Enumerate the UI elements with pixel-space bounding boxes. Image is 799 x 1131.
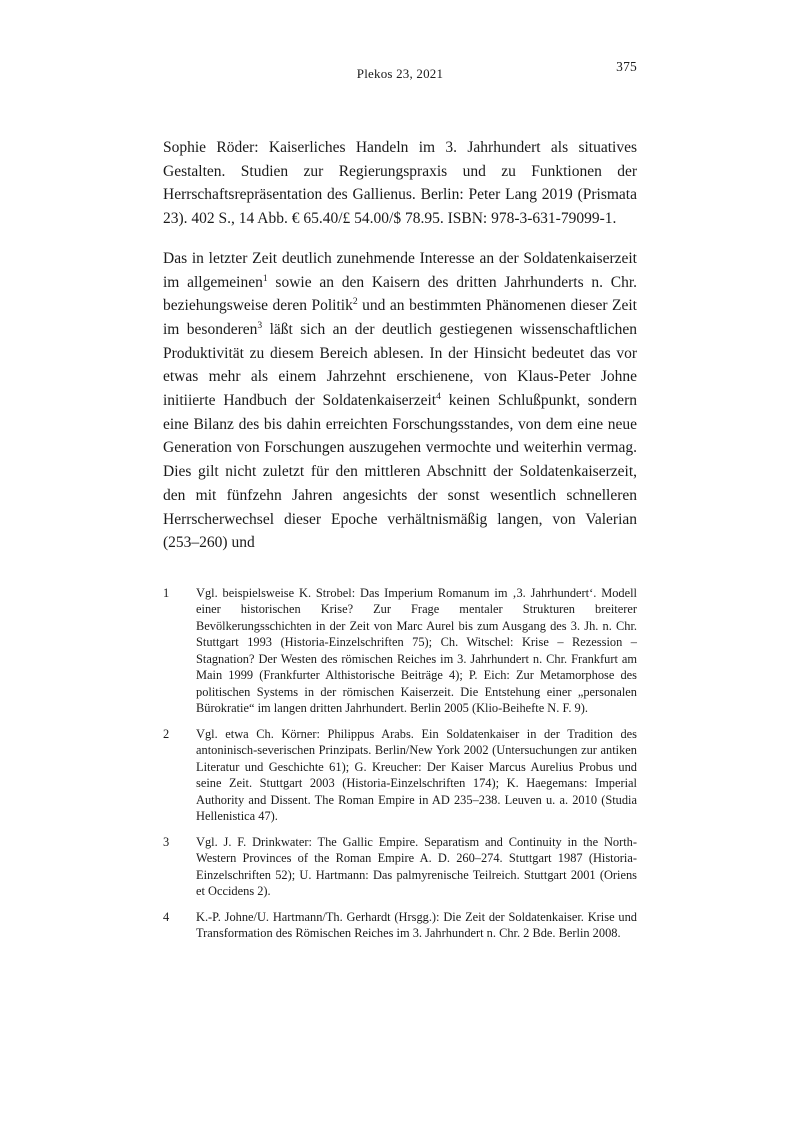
footnote-text: K.-P. Johne/U. Hartmann/Th. Gerhardt (Hrsgg.): Die Zeit der Soldatenkaiser. Krise und Transformation des Römischen Reiches im 3. Jahrhundert n. Chr. 2 Bde. Berlin 2008. bbox=[196, 909, 637, 941]
body-text-segment: keinen Schlußpunkt, sondern eine Bilanz des bis dahin erreichten Forschungsstandes, von dem eine neue Generation von Forschungen auszugehen vermochte und weiterhin vermag. Dies gilt nicht zuletzt für den mittleren Abschnitt der Soldatenkaiserzeit, den mit fünfzehn Jahren angesichts der sonst wesentlich schnelleren Herrscherwechsel dieser Epoche verhältnismäßig langen, von Valerian (253–260) und bbox=[163, 392, 637, 552]
footnote-ref-2: 2 bbox=[352, 296, 358, 308]
footnote-number: 2 bbox=[163, 726, 170, 741]
running-head-journal: Plekos 23, 2021 bbox=[356, 66, 444, 81]
footnote-item bbox=[163, 726, 637, 825]
footnote-item bbox=[163, 834, 637, 900]
body-text-segment: sowie an den Kaisern des dritten Jahrhunderts n. Chr. beziehungsweise deren Politik bbox=[163, 273, 637, 315]
footnote-ref-1: 1 bbox=[262, 272, 268, 284]
footnote-item bbox=[163, 585, 637, 717]
review-paragraph bbox=[163, 247, 637, 555]
footnote-text: Vgl. beispielsweise K. Strobel: Das Imperium Romanum im ‚3. Jahrhundert‘. Modell einer historischen Krise? Zur Frage mentaler Strukturen breiterer Bevölkerungsschichten in der Zeit von Marc Aurel bis zum Ausgang des 3. Jh. n. Chr. Stuttgart 1993 (Historia-Einzelschriften 75); Ch. Witschel: Krise – Rezession – Stagnation? Der Westen des römischen Reiches im 3. Jahrhundert n. Chr. Frankfurt am Main 1999 (Frankfurter Althistorische Beiträge 4); P. Eich: Zur Metamorphose des politischen Systems in der römischen Kaiserzeit. Die Entstehung einer „personalen Bürokratie“ im langen dritten Jahrhundert. Berlin 2005 (Klio-Beihefte N. F. 9). bbox=[196, 585, 637, 716]
running-head bbox=[163, 59, 637, 82]
body-text-segment: Das in letzter Zeit deutlich zunehmende Interesse an der Soldatenkaiserzeit im allgemeinen bbox=[163, 249, 637, 291]
footnote-text: Vgl. J. F. Drinkwater: The Gallic Empire. Separatism and Continuity in the North-Western Provinces of the Roman Empire A. D. 260–274. Stuttgart 1987 (Historia-Einzelschriften 52); U. Hartmann: Das palmyrenische Teilreich. Stuttgart 2001 (Oriens et Occidens 2). bbox=[196, 834, 637, 899]
page-number: 375 bbox=[616, 59, 637, 74]
footnote-text: Vgl. etwa Ch. Körner: Philippus Arabs. Ein Soldatenkaiser in der Tradition des antoninisch-severischen Prinzipats. Berlin/New York 2002 (Untersuchungen zur antiken Literatur und Geschichte 61); G. Kreucher: Der Kaiser Marcus Aurelius Probus und seine Zeit. Stuttgart 2003 (Historia-Einzelschriften 174); K. Haegemans: Imperial Authority and Dissent. The Roman Empire in AD 235–238. Leuven u. a. 2010 (Studia Hellenistica 47). bbox=[196, 726, 637, 824]
book-citation: Sophie Röder: Kaiserliches Handeln im 3. Jahrhundert als situatives Gestalten. Studien zur Regierungspraxis und zu Funktionen der Herrschaftsrepräsentation des Gallienus. Berlin: Peter Lang 2019 (Prismata 23). 402 S., 14 Abb. € 65.40/£ 54.00/$ 78.95. ISBN: 978-3-631-79099-1. bbox=[163, 139, 637, 228]
body-text-segment: läßt sich an der deutlich gestiegenen wissenschaftlichen Produktivität zu diesem Bereich ablesen. In der Hinsicht bedeutet das vor etwas mehr als einem Jahrzehnt erschienene, von Klaus-Peter Johne initiierte Handbuch der Soldatenkaiserzeit bbox=[163, 320, 637, 410]
title-block bbox=[163, 136, 637, 231]
footnote-ref-4: 4 bbox=[436, 390, 441, 402]
footnote-number: 3 bbox=[163, 834, 170, 849]
review-body bbox=[163, 247, 637, 555]
footnotes-section bbox=[163, 585, 637, 942]
footnote-number: 4 bbox=[163, 909, 170, 924]
body-text-segment: und an bestimmten Phänomenen dieser Zeit im besonderen bbox=[163, 297, 637, 338]
footnote-ref-3: 3 bbox=[257, 319, 263, 331]
footnote-number: 1 bbox=[163, 585, 170, 600]
footnote-item bbox=[163, 909, 637, 942]
